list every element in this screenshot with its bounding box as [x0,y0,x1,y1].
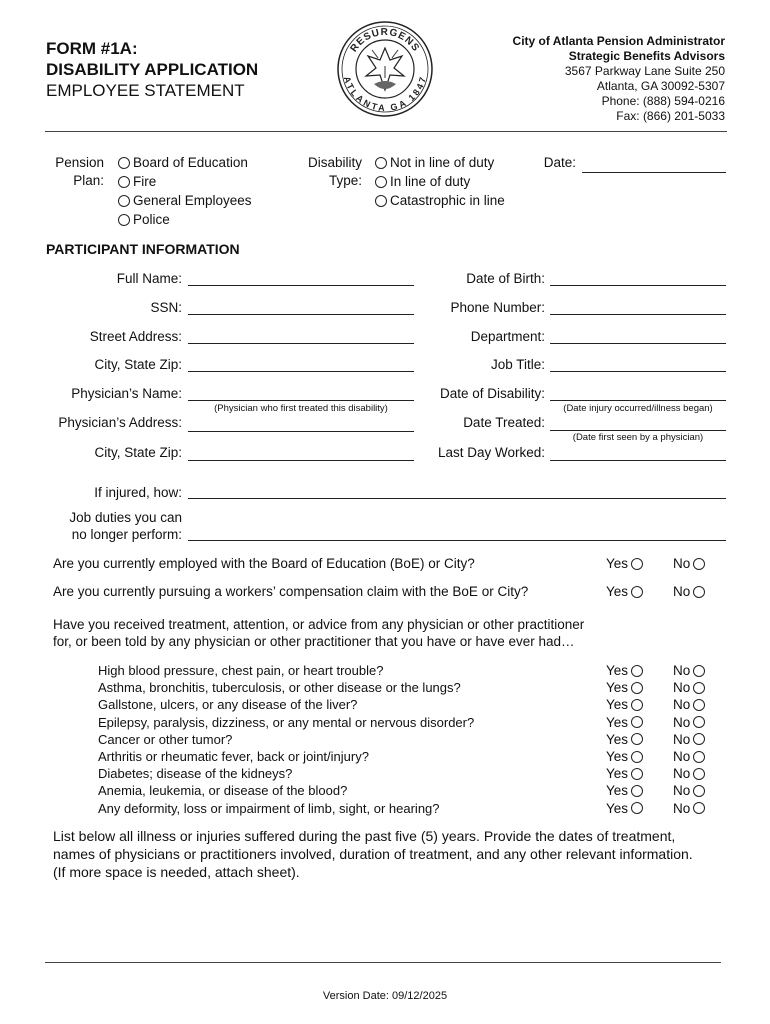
svg-text:ATLANTA GA 1847 [342,75,428,113]
pension-plan-label-2: Plan: [73,173,104,188]
condition-question: High blood pressure, chest pain, or heart trouble? [98,663,384,678]
treatment-intro-2: for, or been told by any physician or other practitioner that you have or have ever had… [53,634,575,649]
no-option[interactable]: No [673,679,705,696]
list-instructions-2: names of physicians or practitioners involved, duration of treatment, and any other relevant information. [53,846,693,862]
condition-question: Epilepsy, paralysis, dizziness, or any mental or nervous disorder? [98,714,475,730]
ssn-field[interactable] [188,314,414,315]
last-day-worked-label: Last Day Worked: [437,445,545,460]
condition-question: Asthma, bronchitis, tuberculosis, or other disease or the lungs? [98,680,461,696]
date-of-disability-label: Date of Disability: [439,386,545,401]
treatment-intro-1: Have you received treatment, attention, or advice from any physician or other practitioner [53,617,585,632]
org-name: City of Atlanta Pension Administrator [512,34,725,48]
no-option[interactable]: No [673,731,705,748]
yes-option[interactable]: Yes [606,555,643,572]
full-name-label: Full Name: [116,271,182,286]
footer-divider [45,962,721,963]
condition-question: Gallstone, ulcers, or any disease of the liver? [98,697,358,713]
no-option[interactable]: No [673,748,705,765]
job-duties-label-1: Job duties you can [69,510,182,525]
date-of-disability-field[interactable] [550,400,726,401]
seal-bottom-text: ATLANTA GA 1847 [341,75,429,114]
physician-address-field[interactable] [188,431,414,432]
header-divider [45,131,727,132]
if-injured-field[interactable] [188,498,726,499]
disability-option-in-line[interactable]: In line of duty [375,173,470,190]
radio-icon[interactable] [693,682,705,694]
yes-option[interactable]: Yes [606,662,643,679]
disability-type-label-2: Type: [328,173,362,188]
list-instructions-3: (If more space is needed, attach sheet). [53,864,300,880]
no-option[interactable]: No [673,662,705,679]
org-sub: Strategic Benefits Advisors [568,49,725,63]
phone-number-field[interactable] [550,314,726,315]
radio-icon[interactable] [631,785,643,797]
department-label: Department: [470,329,545,344]
pension-option-general[interactable]: General Employees [118,192,252,209]
street-address-field[interactable] [188,343,414,344]
no-option[interactable]: No [673,714,705,731]
disability-date-note: (Date injury occurred/illness began) [563,403,713,414]
no-option[interactable]: No [673,765,705,782]
full-name-field[interactable] [188,285,414,286]
radio-icon[interactable] [375,176,387,188]
radio-icon[interactable] [693,558,705,570]
version-date: Version Date: 09/12/2025 [322,990,448,1002]
physician-city-field[interactable] [188,460,414,461]
condition-question: Anemia, leukemia, or disease of the blood? [98,783,348,799]
radio-icon[interactable] [375,157,387,169]
no-option[interactable]: No [673,800,705,817]
yes-option[interactable]: Yes [606,583,643,600]
no-option[interactable]: No [673,696,705,713]
radio-icon[interactable] [631,716,643,728]
yes-option[interactable]: Yes [606,782,643,799]
pension-option-fire[interactable]: Fire [118,173,156,190]
radio-icon[interactable] [631,768,643,780]
street-address-label: Street Address: [89,329,182,344]
physician-note: (Physician who first treated this disability) [214,403,388,414]
radio-icon[interactable] [693,733,705,745]
date-label: Date: [543,155,576,170]
form-number: FORM #1A: [46,39,138,58]
no-option[interactable]: No [673,583,705,600]
physician-city-label: City, State Zip: [94,445,182,460]
radio-icon[interactable] [631,665,643,677]
dob-label: Date of Birth: [466,271,545,286]
yes-option[interactable]: Yes [606,696,643,713]
disability-option-not-line[interactable]: Not in line of duty [375,154,494,171]
radio-icon[interactable] [693,802,705,814]
physician-name-field[interactable] [188,400,414,401]
org-block [513,34,725,124]
if-injured-label: If injured, how: [94,485,182,500]
yes-option[interactable]: Yes [606,731,643,748]
job-title-label: Job Title: [490,357,545,372]
disability-type-label-1: Disability [307,155,362,170]
job-duties-label-2: no longer perform: [71,527,182,542]
pension-option-boe[interactable]: Board of Education [118,154,248,171]
form-subtitle: EMPLOYEE STATEMENT [46,81,245,100]
org-phone: Phone: (888) 594-0216 [601,94,725,108]
section-participant-info: PARTICIPANT INFORMATION [46,241,240,257]
pension-option-police[interactable]: Police [118,211,170,228]
question-workers-comp: Are you currently pursuing a workers’ compensation claim with the BoE or City? [53,584,529,599]
condition-question: Diabetes; disease of the kidneys? [98,766,293,782]
yes-option[interactable]: Yes [606,714,643,731]
no-option[interactable]: No [673,782,705,799]
radio-icon[interactable] [631,802,643,814]
radio-icon[interactable] [118,195,130,207]
radio-icon[interactable] [631,558,643,570]
radio-icon[interactable] [118,176,130,188]
form-title: DISABILITY APPLICATION [46,60,259,79]
yes-option[interactable]: Yes [606,765,643,782]
dob-field[interactable] [550,285,726,286]
radio-icon[interactable] [693,768,705,780]
list-instructions-1: List below all illness or injuries suffered during the past five (5) years. Provide the dates of treatment, [53,828,676,844]
org-address2: Atlanta, GA 30092-5307 [596,79,725,93]
date-treated-field[interactable] [550,430,726,431]
no-option[interactable]: No [673,555,705,572]
job-title-field[interactable] [550,371,726,372]
radio-icon[interactable] [693,751,705,763]
city-state-zip-label: City, State Zip: [94,357,182,372]
date-treated-label: Date Treated: [463,415,545,430]
phone-number-label: Phone Number: [450,300,545,315]
radio-icon[interactable] [631,733,643,745]
radio-icon[interactable] [631,682,643,694]
job-duties-field[interactable] [188,540,726,541]
condition-question: Arthritis or rheumatic fever, back or joint/injury? [98,749,369,764]
condition-question: Cancer or other tumor? [98,731,233,747]
condition-question: Any deformity, loss or impairment of limb, sight, or hearing? [98,800,440,816]
yes-option[interactable]: Yes [606,748,643,765]
radio-icon[interactable] [375,195,387,207]
ssn-label: SSN: [150,300,182,315]
radio-icon[interactable] [631,751,643,763]
pension-plan-label-1: Pension [55,155,104,170]
radio-icon[interactable] [693,699,705,711]
yes-option[interactable]: Yes [606,800,643,817]
physician-address-label: Physician’s Address: [58,415,182,430]
radio-icon[interactable] [118,214,130,226]
city-state-zip-field[interactable] [188,371,414,372]
radio-icon[interactable] [693,586,705,598]
last-day-worked-field[interactable] [550,460,726,461]
seal-top-text: RESURGENS [348,26,422,55]
radio-icon[interactable] [631,586,643,598]
question-employed: Are you currently employed with the Board of Education (BoE) or City? [53,556,475,571]
disability-option-catastrophic[interactable]: Catastrophic in line [375,192,505,209]
physician-name-label: Physician’s Name: [71,386,182,401]
radio-icon[interactable] [118,157,130,169]
radio-icon[interactable] [631,699,643,711]
yes-option[interactable]: Yes [606,679,643,696]
radio-icon[interactable] [693,665,705,677]
city-seal-logo [336,20,434,118]
date-field[interactable] [582,172,726,173]
org-fax: Fax: (866) 201-5033 [616,109,725,123]
treated-date-note: (Date first seen by a physician) [572,432,704,443]
org-address1: 3567 Parkway Lane Suite 250 [564,64,725,78]
radio-icon[interactable] [693,785,705,797]
department-field[interactable] [550,343,726,344]
radio-icon[interactable] [693,716,705,728]
